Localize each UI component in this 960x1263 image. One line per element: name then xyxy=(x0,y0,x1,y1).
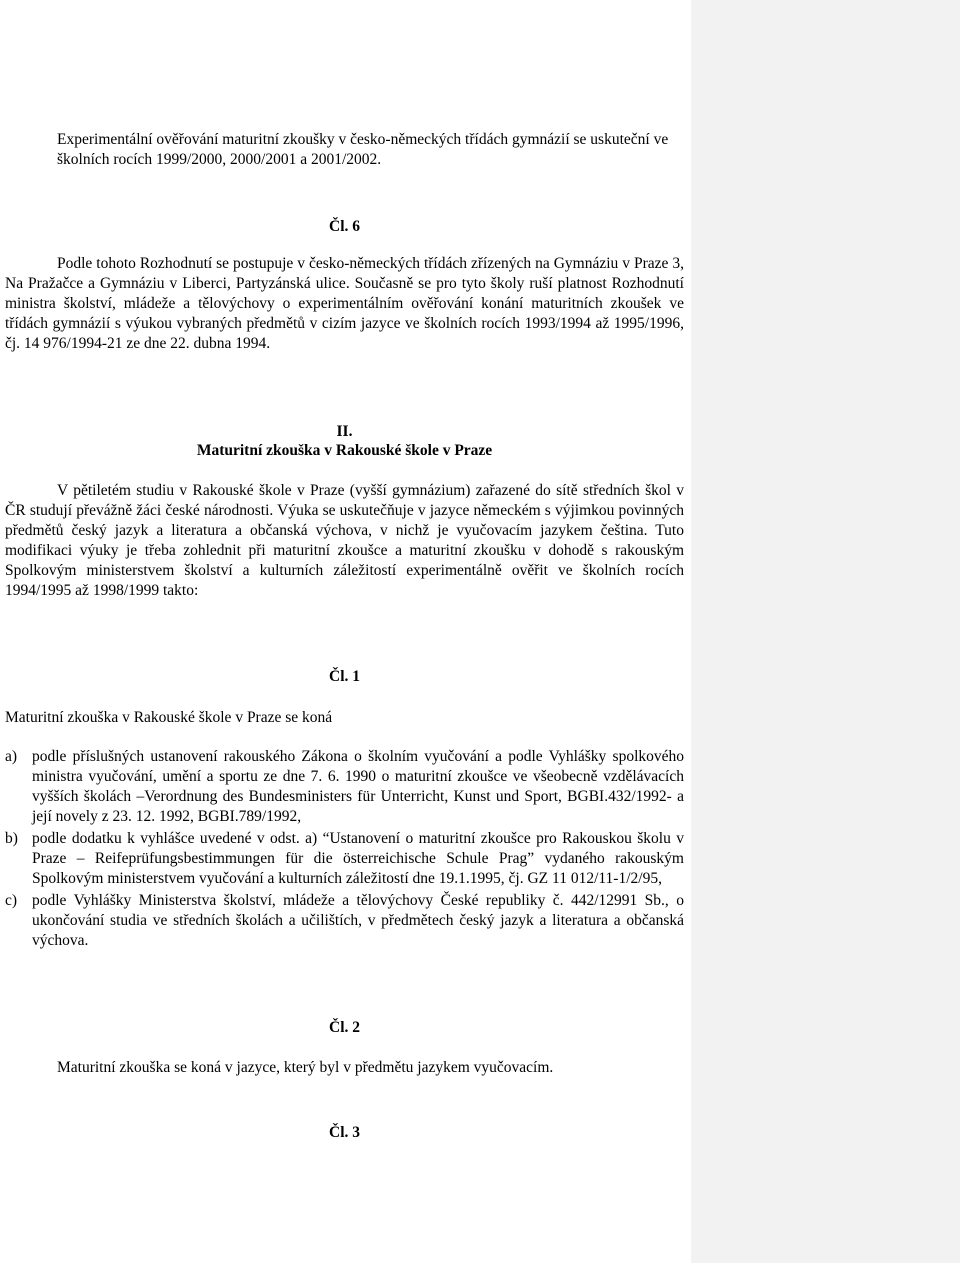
article-1-list xyxy=(5,747,684,953)
article-3-heading: Čl. 3 xyxy=(329,1124,360,1141)
article-1-heading: Čl. 1 xyxy=(329,668,360,685)
article-2-heading: Čl. 2 xyxy=(329,1019,360,1036)
list-item-label: b) xyxy=(5,830,18,847)
list-item-label: a) xyxy=(5,748,18,765)
list-item xyxy=(5,747,684,827)
list-item xyxy=(5,891,684,951)
section-2-numeral: II. xyxy=(336,423,353,440)
list-item-text: podle Vyhlášky Ministerstva školství, mládeže a tělovýchovy České republiky č. 442/12991 Sb., o ukončování studia ve středních školách a učilištích, v předmětech český jazyk a literatura a občanská výchova. xyxy=(32,892,684,949)
list-item xyxy=(5,829,684,889)
section-2-title: Maturitní zkouška v Rakouské škole v Praze xyxy=(196,442,493,459)
list-item-text: podle dodatku k vyhlášce uvedené v odst. a) “Ustanovení o maturitní zkoušce pro Rakouskou školu v Praze – Reifeprüfungsbestimmungen für die österreichische Schule Prag” vydaného rakouským Spolkovým ministerstvem vyučování a kulturních záležitostí dne 19.1.1995, čj. GZ 11 012/11-1/2/95, xyxy=(32,830,684,887)
comment-margin-panel xyxy=(691,0,960,1263)
article-1-lead: Maturitní zkouška v Rakouské škole v Praze se koná xyxy=(5,709,333,726)
intro-paragraph: Experimentální ověřování maturitní zkoušky v česko-německých třídách gymnázií se uskuteční ve školních rocích 1999/2000, 2000/2001 a 2001/2002. xyxy=(57,131,669,168)
article-6-heading: Čl. 6 xyxy=(329,218,360,235)
list-item-label: c) xyxy=(5,892,18,909)
article-6-body: Podle tohoto Rozhodnutí se postupuje v česko-německých třídách zřízených na Gymnáziu v Praze 3, Na Pražačce a Gymnáziu v Liberci, Partyzánská ulice. Současně se pro tyto školy ruší platnost Rozhodnutí ministra školství, mládeže a tělovýchovy o experimentálním ověřování konání maturitních zkoušek ve třídách gymnázií s výukou vybraných předmětů v cizím jazyce ve školních rocích 1993/1994 až 1995/1996, čj. 14 976/1994-21 ze dne 22. dubna 1994. xyxy=(5,255,684,352)
list-item-text: podle příslušných ustanovení rakouského Zákona o školním vyučování a podle Vyhlášky spolkového ministra vyučování, umění a sportu ze dne 7. 6. 1990 o maturitní zkoušce ve všeobecně vzdělávacích vyšších školách –Verordnung des Bundesministers für Unterricht, Kunst und Sport, BGBI.432/1992- a její novely z 23. 12. 1992, BGBI.789/1992, xyxy=(32,748,684,825)
section-2-body: V pětiletém studiu v Rakouské škole v Praze (vyšší gymnázium) zařazené do sítě středních škol v ČR studují převážně žáci české národnosti. Výuka se uskutečňuje v jazyce německém s výjimkou povinných předmětů český jazyk a literatura a občanská výchova, v nichž je vyučovacím jazykem čeština. Tuto modifikaci výuky je třeba zohlednit při maturitní zkoušce a maturitní zkoušku v dohodě s rakouským Spolkovým ministerstvem školství a kulturních záležitostí experimentálně ověřit ve školních rocích 1994/1995 až 1998/1999 takto: xyxy=(5,482,684,599)
article-2-body: Maturitní zkouška se koná v jazyce, který byl v předmětu jazykem vyučovacím. xyxy=(57,1059,554,1076)
